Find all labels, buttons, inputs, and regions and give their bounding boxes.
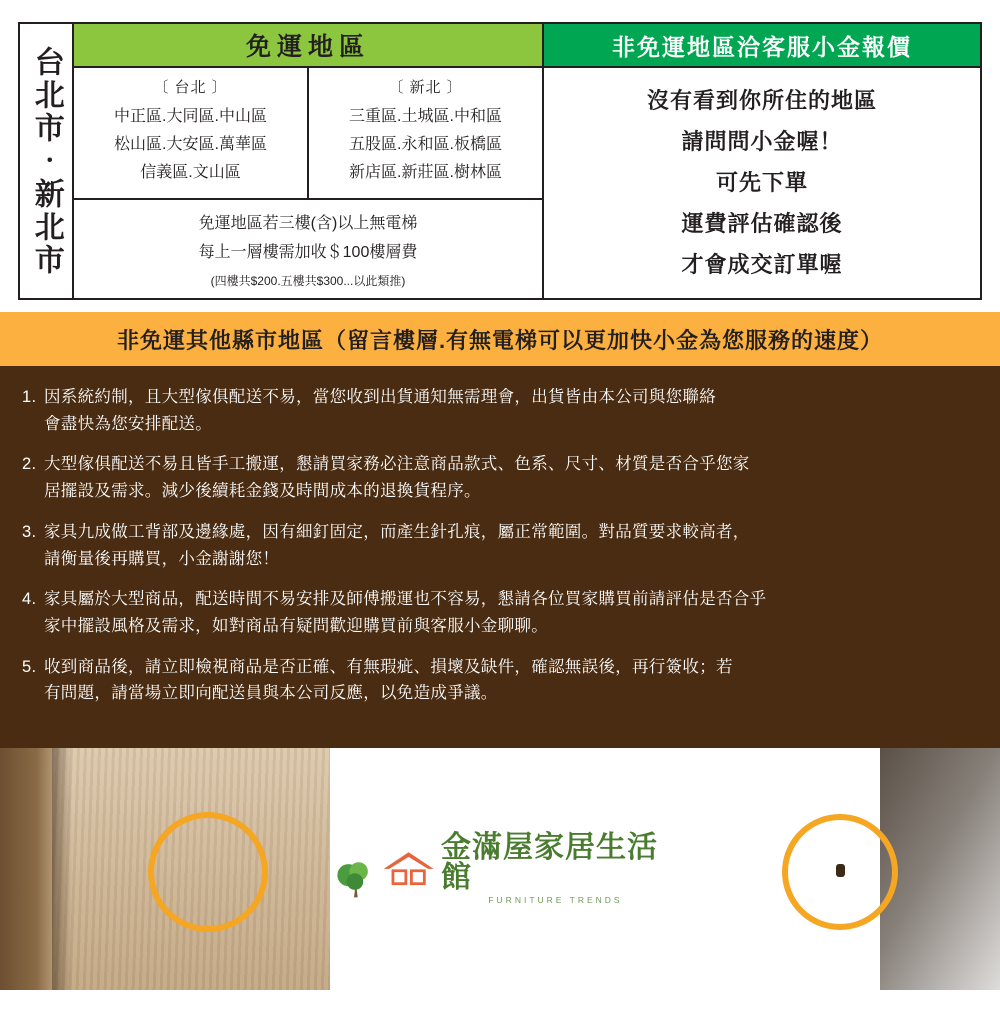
shipping-region-side-label [20,24,74,298]
paid-shipping-column [544,24,980,298]
note-line: 家中擺設風格及需求，如對商品有疑問歡迎購買前與客服小金聊聊。 [44,617,548,636]
note-item [22,654,978,707]
paid-line-1: 沒有看到你所住的地區 [646,87,877,113]
newtaipei-line-1: 三重區.土城區.中和區 [349,108,502,125]
house-roof-icon [380,847,437,889]
taipei-line-3: 信義區.文山區 [140,164,241,181]
note-body [44,384,978,437]
free-shipping-regions [74,68,542,200]
note-line: 收到商品後，請立即檢視商品是否正確、有無瑕疵、損壞及缺件，確認無誤後，再行簽收；若 [44,657,733,676]
logo-text [441,833,670,905]
purchase-notes [0,366,1000,748]
free-shipping-header: 免運地區 [74,24,542,68]
note-body [44,586,978,639]
photo-strip [0,748,1000,990]
taipei-title: 〔 台北 〕 [153,79,228,96]
note-line: 因系統約制，且大型傢俱配送不易，當您收到出貨通知無需理會，出貨皆由本公司與您聯絡 [44,388,716,406]
photo-corner-detail [0,748,330,990]
logo-subtitle: FURNITURE TRENDS [488,895,623,906]
note-number: 3. [22,522,37,541]
note-line: 家具九成做工背部及邊緣處，因有細釘固定，而產生針孔痕，屬正常範圍。對品質要求較高者， [44,522,750,541]
paid-line-3: 可先下單 [715,169,808,195]
note-line: 大型傢俱配送不易且皆手工搬運，懇請買家務必注意商品款式、色系、尺寸、材質是否合乎您家 [44,455,750,474]
newtaipei-title: 〔 新北 〕 [388,79,463,96]
logo-name: 金滿屋家居生活館 [440,831,658,895]
note-item [22,586,978,639]
floor-fee-line-2: 每上一層樓需加收＄100樓層費 [198,243,418,261]
note-line: 請衡量後再購買，小金謝謝您！ [44,549,280,568]
brand-logo [330,748,670,990]
highlight-circle [148,812,268,932]
taipei-line-2: 松山區.大安區.萬華區 [114,136,267,153]
note-body [44,654,978,707]
note-line: 家具屬於大型商品，配送時間不易安排及師傅搬運也不容易，懇請各位買家購買前請評估是否合乎 [44,590,767,609]
paid-line-5: 才會成交訂單喔 [681,251,843,277]
taipei-line-1: 中正區.大同區.中山區 [114,108,267,125]
tree-icon [330,849,382,905]
shipping-region-side-label-text: 台北市‧新北市 [29,45,63,277]
note-line: 有問題，請當場立即向配送員與本公司反應，以免造成爭議。 [44,684,498,703]
note-number: 5. [22,657,37,676]
floor-fee-note [74,200,542,298]
note-number: 1. [22,388,37,406]
note-item [22,451,978,504]
note-line: 居擺設及需求。減少後續耗金錢及時間成本的退換貨程序。 [44,482,481,501]
note-number: 4. [22,590,37,609]
shipping-table [18,22,982,300]
other-regions-banner: 非免運其他縣市地區（留言樓層.有無電梯可以更加快小金為您服務的速度） [0,312,1000,366]
paid-shipping-header: 非免運地區洽客服小金報價 [544,24,980,68]
free-shipping-column [74,24,544,298]
promo-page [0,22,1000,1022]
note-line: 會盡快為您安排配送。 [44,414,212,433]
paid-shipping-body [544,68,980,298]
highlight-circle [782,814,898,930]
note-item [22,519,978,572]
taipei-region-box [74,68,309,198]
floor-fee-line-3: (四樓共$200.五樓共$300...以此類推) [210,273,406,288]
note-item [22,384,978,437]
photo-nail-hole-detail [670,748,1000,990]
logo-inner [330,833,670,905]
note-body [44,519,978,572]
note-number: 2. [22,455,37,474]
floor-fee-line-1: 免運地區若三樓(含)以上無電梯 [198,215,418,232]
note-body [44,451,978,504]
newtaipei-line-2: 五股區.永和區.板橋區 [349,136,502,153]
newtaipei-line-3: 新店區.新莊區.樹林區 [349,164,502,181]
newtaipei-region-box [309,68,542,198]
paid-line-4: 運費評估確認後 [681,210,843,236]
paid-line-2: 請問問小金喔！ [681,128,843,154]
